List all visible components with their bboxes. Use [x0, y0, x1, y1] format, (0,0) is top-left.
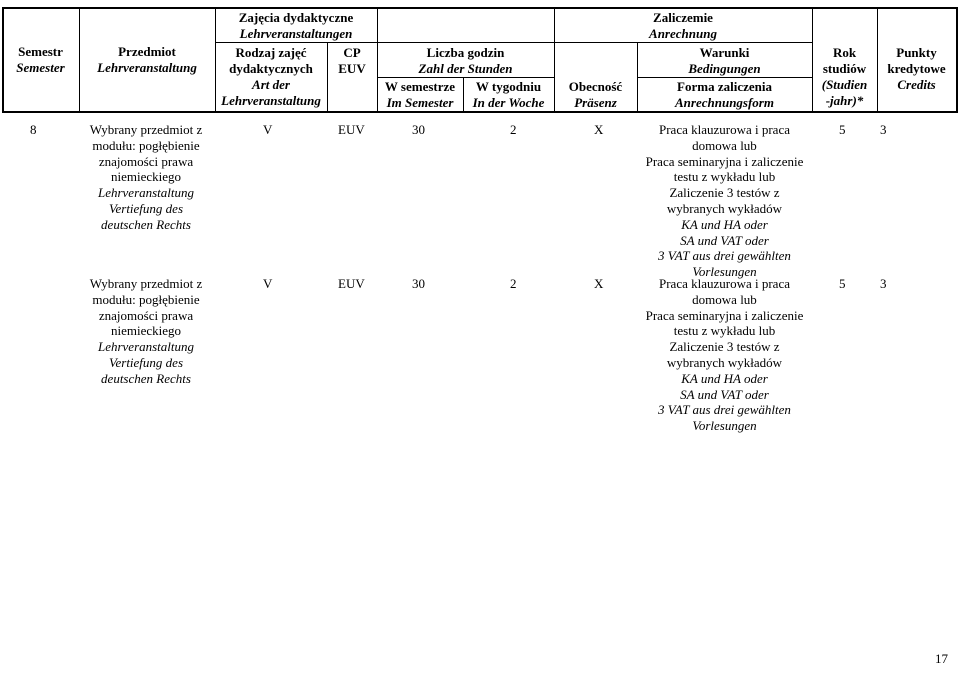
forma-line: Zaliczenie 3 testów z [669, 185, 780, 201]
header-warunki-de: Bedingungen [688, 61, 761, 76]
header-rok-l1: Rok [832, 45, 857, 60]
header-rodzaj-de1: Art der [252, 77, 290, 92]
header-punkty-l3: Credits [897, 77, 936, 92]
forma-line: testu z wykładu lub [673, 169, 776, 185]
subject-line: Wybrany przedmiot z [89, 276, 203, 291]
header-liczba-de: Zahl der Stunden [418, 61, 513, 76]
row-rodzaj: V [263, 122, 273, 137]
subject-line: znajomości prawa [98, 307, 194, 323]
forma-line: Zaliczenie 3 testów z [669, 339, 780, 355]
header-punkty [877, 45, 956, 93]
row-rok: 5 [839, 276, 846, 291]
header-obecnosc-de: Präsenz [574, 95, 617, 110]
forma-line-de: 3 VAT aus drei gewählten [658, 402, 791, 418]
subject-line: niemieckiego [110, 323, 182, 339]
header-zaliczenie-pl: Zaliczemie [653, 10, 713, 25]
header-forma-zaliczenia [637, 79, 812, 111]
header-warunki-pl: Warunki [699, 45, 750, 60]
header-zajecia-de: Lehrveranstaltungen [239, 26, 353, 41]
forma-line-de: SA und VAT oder [680, 386, 769, 402]
header-forma-de: Anrechnungsform [675, 95, 774, 110]
subject-line: modułu: pogłębienie [92, 291, 200, 307]
forma-line-de: KA und HA oder [681, 370, 768, 386]
header-forma-pl: Forma zaliczenia [677, 79, 772, 94]
header-group-divider [215, 42, 812, 43]
header-rodzaj-pl2: dydaktycznych [229, 61, 313, 76]
forma-line: Praca seminaryjna i zaliczenie [645, 153, 804, 169]
header-w-semestrze [377, 79, 463, 111]
header-przedmiot-de: Lehrveranstaltung [97, 60, 197, 75]
header-obecnosc-pl: Obecność [568, 79, 623, 94]
header-rok-l4: -jahr)* [825, 93, 864, 108]
forma-line: Praca klauzurowa i praca [658, 276, 790, 291]
subject-line: niemieckiego [110, 169, 182, 185]
header-przedmiot-pl: Przedmiot [118, 44, 176, 59]
row-punkty: 3 [880, 122, 887, 137]
subject-line-de: Vertiefung des [108, 354, 183, 370]
header-rok-l3: (Studien [821, 77, 868, 92]
forma-line: wybranych wykładów [666, 200, 783, 216]
header-w-tygodniu-de: In der Woche [472, 95, 545, 110]
row-cp: EUV [338, 276, 365, 291]
subject-line-de: deutschen Rechts [101, 216, 191, 232]
row-week-hours: 2 [510, 122, 517, 137]
header-obecnosc [554, 79, 637, 111]
header-semestr [2, 44, 79, 76]
subject-line: modułu: pogłębienie [92, 137, 200, 153]
header-cp [327, 45, 377, 77]
subject-line-de: deutschen Rechts [101, 370, 191, 386]
header-w-semestrze-de: Im Semester [386, 95, 454, 110]
forma-line: Praca seminaryjna i zaliczenie [645, 307, 804, 323]
header-semestr-de: Semester [16, 60, 65, 75]
row-rok: 5 [839, 122, 846, 137]
header-liczba-godzin [377, 45, 554, 77]
header-zaliczenie [554, 10, 812, 42]
header-rodzaj-de2: Lehrveranstaltung [221, 93, 321, 108]
subject-line-de: Vertiefung des [108, 200, 183, 216]
header-liczba-pl: Liczba godzin [426, 45, 505, 60]
row-sem-hours: 30 [412, 276, 425, 291]
subject-line-de: Lehrveranstaltung [97, 339, 195, 355]
row-rodzaj: V [263, 276, 273, 291]
header-rodzaj-pl1: Rodzaj zajęć [235, 45, 307, 60]
header-cp-l1: CP [343, 45, 361, 60]
forma-line: testu z wykładu lub [673, 323, 776, 339]
row-forma [637, 276, 812, 434]
header-warunki [637, 45, 812, 77]
row-week-hours: 2 [510, 276, 517, 291]
hours-subheader-divider [377, 77, 554, 78]
forma-line: domowa lub [692, 137, 757, 153]
header-przedmiot [79, 44, 215, 76]
row-forma [637, 122, 812, 280]
row-sem-hours: 30 [412, 122, 425, 137]
header-semestr-pl: Semestr [18, 44, 63, 59]
row-cp: EUV [338, 122, 365, 137]
forma-line: Praca klauzurowa i praca [658, 122, 790, 137]
forma-line: wybranych wykładów [666, 354, 783, 370]
forma-line-de: 3 VAT aus drei gewählten [658, 248, 791, 264]
header-zajecia [215, 10, 377, 42]
forma-line: domowa lub [692, 291, 757, 307]
conditions-subheader-divider [637, 77, 812, 78]
header-right-border [956, 7, 958, 113]
header-zajecia-pl: Zajęcia dydaktyczne [238, 10, 354, 25]
row-obecnosc: X [594, 122, 604, 137]
forma-line-de: Vorlesungen [692, 264, 757, 280]
header-rok-studiow [812, 45, 877, 109]
forma-line-de: SA und VAT oder [680, 232, 769, 248]
forma-line-de: Vorlesungen [692, 418, 757, 434]
header-zaliczenie-de: Anrechnung [649, 26, 717, 41]
header-rodzaj [215, 45, 327, 109]
row-obecnosc: X [594, 276, 604, 291]
header-w-tygodniu-pl: W tygodniu [475, 79, 542, 94]
row-subject [81, 276, 211, 387]
header-cp-l2: EUV [338, 61, 366, 76]
subject-line: Wybrany przedmiot z [89, 122, 203, 137]
subject-line-de: Lehrveranstaltung [97, 185, 195, 201]
header-punkty-l1: Punkty [896, 45, 937, 60]
row-semestr: 8 [30, 122, 37, 137]
page-number: 17 [935, 651, 948, 666]
subject-line: znajomości prawa [98, 153, 194, 169]
header-w-semestrze-pl: W semestrze [384, 79, 456, 94]
header-w-tygodniu [463, 79, 554, 111]
row-subject [81, 122, 211, 233]
header-punkty-l2: kredytowe [887, 61, 946, 76]
header-rok-l2: studiów [822, 61, 867, 76]
header-bottom-border [2, 111, 958, 113]
forma-line-de: KA und HA oder [681, 216, 768, 232]
header-top-border [2, 7, 958, 9]
row-punkty: 3 [880, 276, 887, 291]
